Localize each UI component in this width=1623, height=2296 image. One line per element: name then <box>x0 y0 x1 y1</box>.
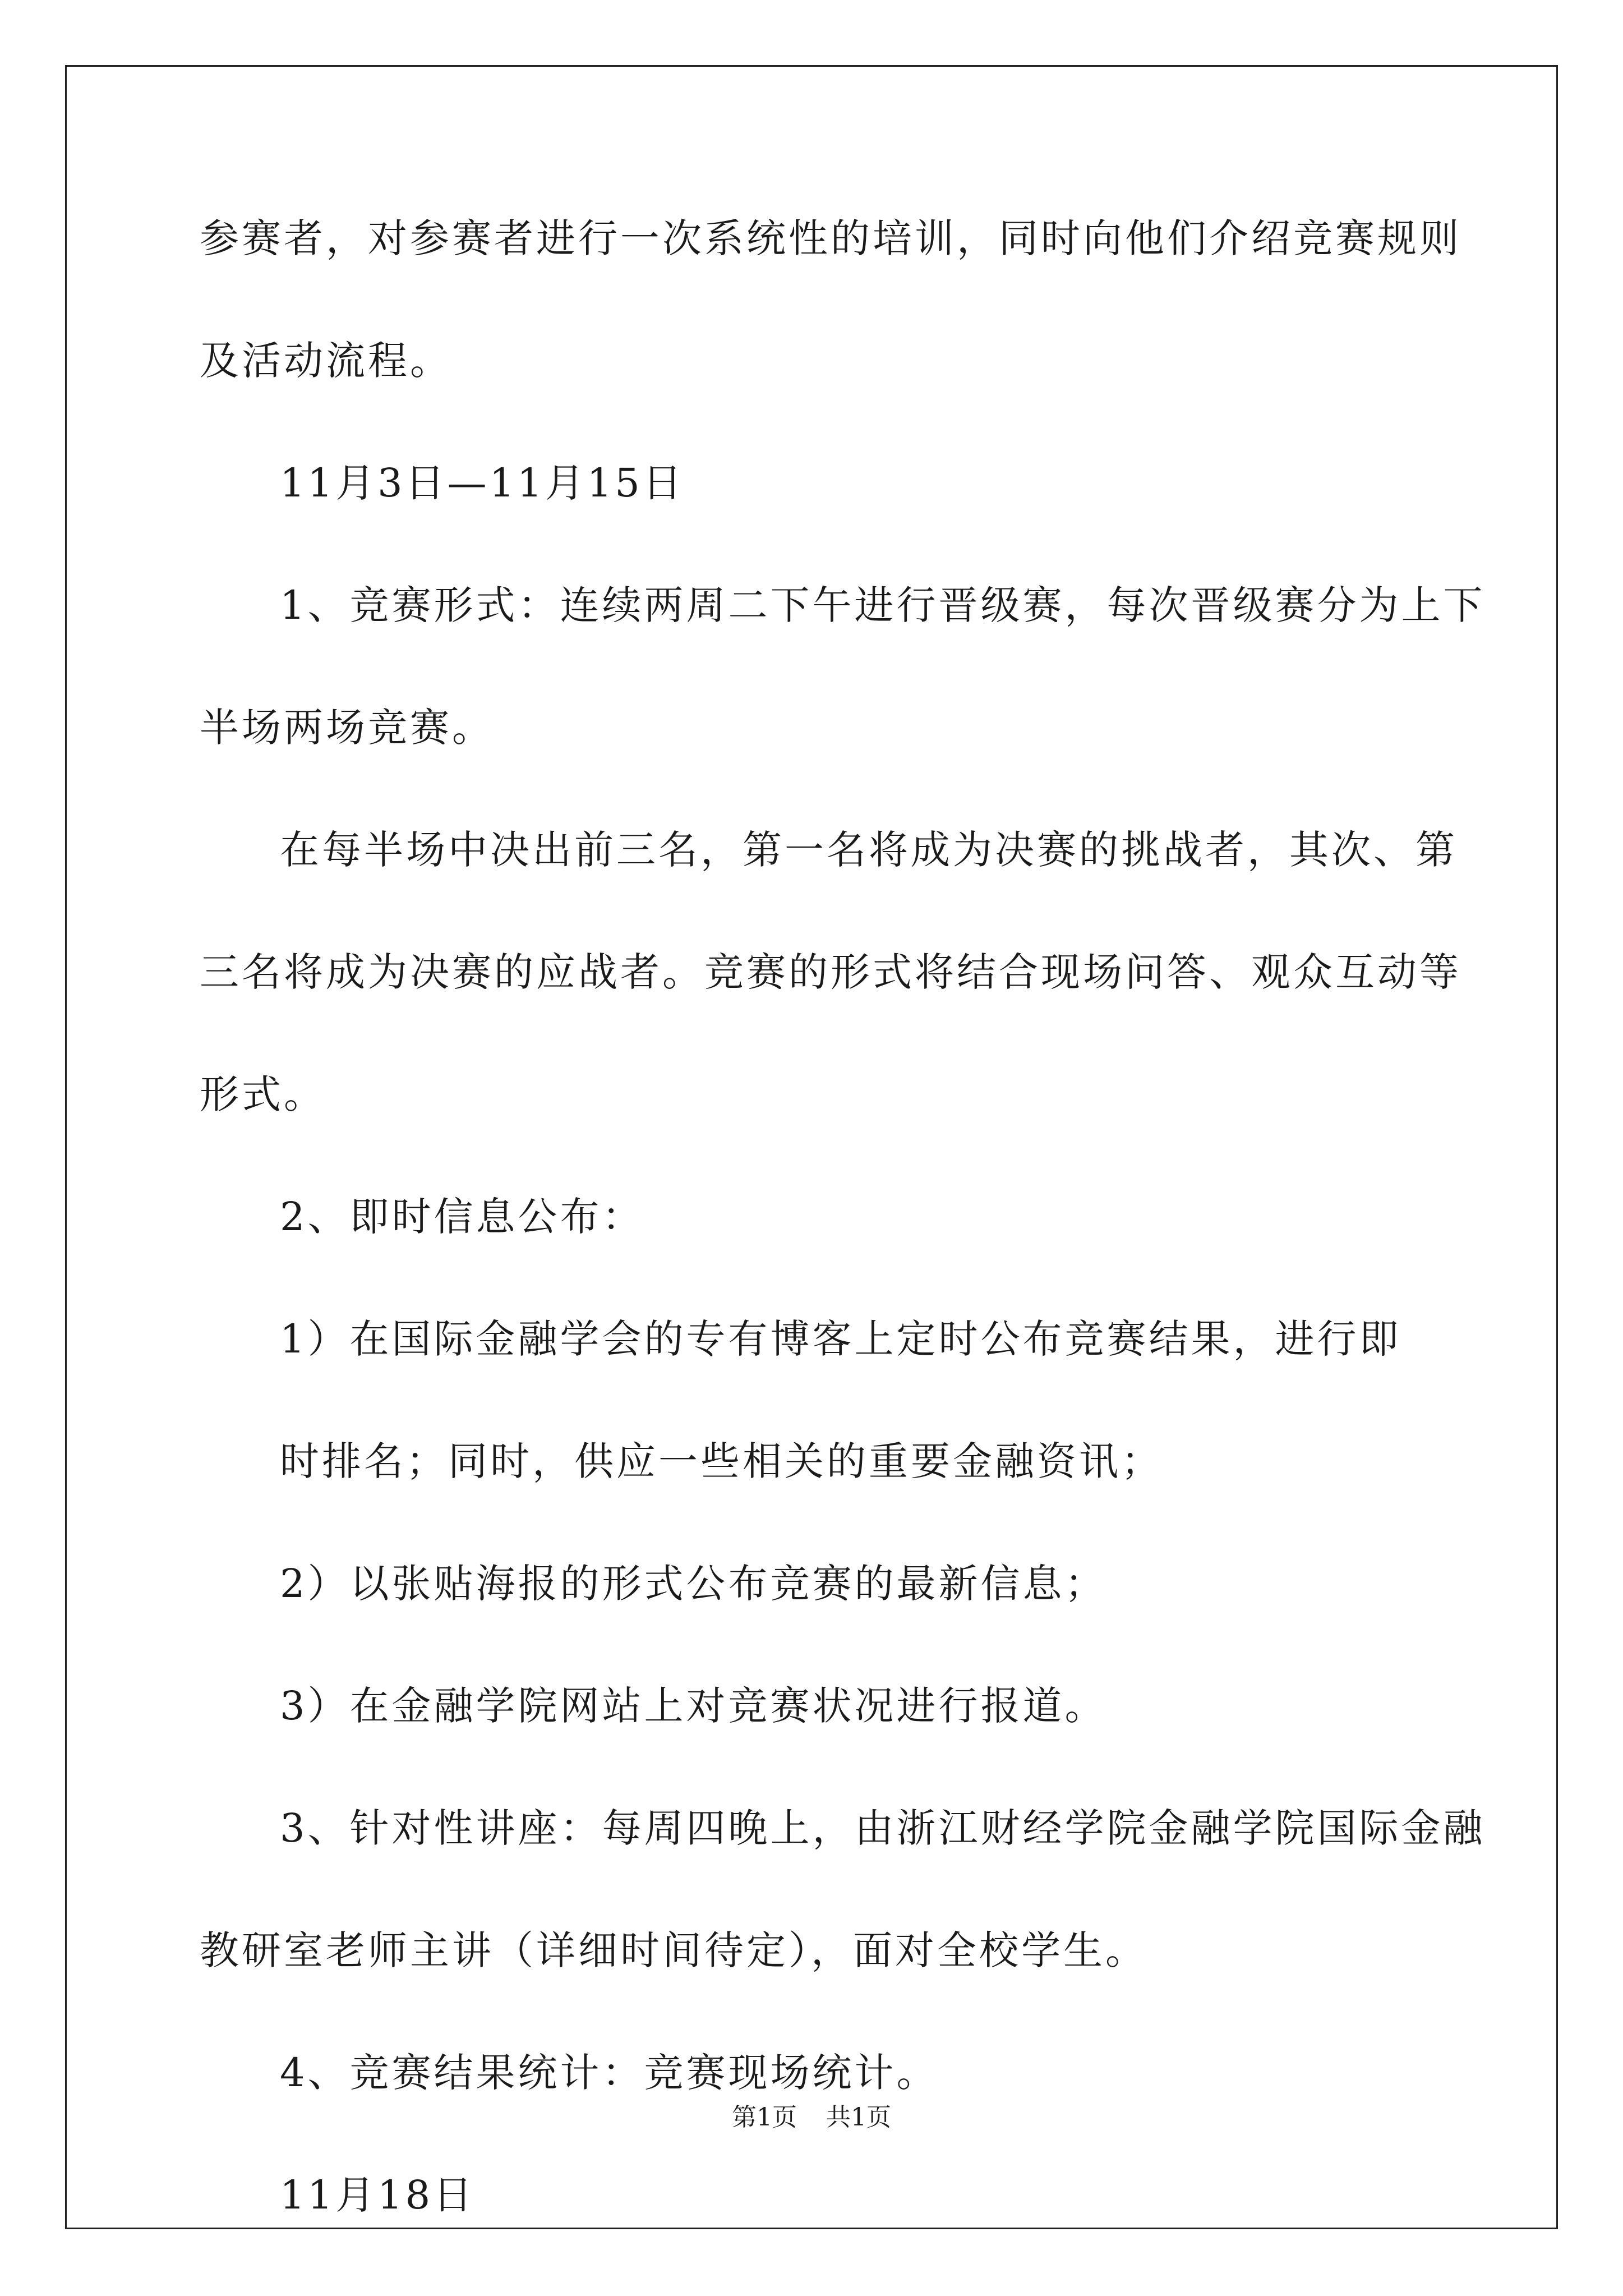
paragraph-line: 4、竞赛结果统计：竞赛现场统计。 <box>280 2050 939 2096</box>
document-body <box>200 213 1486 2292</box>
paragraph-line: 2、即时信息公布： <box>280 1194 644 1240</box>
paragraph-line: 时排名；同时，供应一些相关的重要金融资讯； <box>280 1438 1163 1484</box>
page-footer <box>0 2101 1623 2134</box>
paragraph-line: 形式。 <box>200 1071 326 1117</box>
paragraph-line: 1）在国际金融学会的专有博客上定时公布竞赛结果，进行即 <box>280 1316 1401 1362</box>
paragraph-line: 3）在金融学院网站上对竞赛状况进行报道。 <box>280 1683 1107 1729</box>
paragraph-line: 参赛者，对参赛者进行一次系统性的培训，同时向他们介绍竞赛规则 <box>200 215 1461 261</box>
date-heading: 11月3日—11月15日 <box>280 460 685 506</box>
page-number: 第1页 <box>732 2103 797 2132</box>
paragraph-line: 3、针对性讲座：每周四晚上，由浙江财经学院金融学院国际金融 <box>280 1805 1486 1851</box>
date-heading: 11月18日 <box>280 2172 476 2218</box>
paragraph-line: 及活动流程。 <box>200 338 452 384</box>
page-total: 共1页 <box>826 2103 891 2132</box>
paragraph-line: 半场两场竞赛。 <box>200 705 494 751</box>
paragraph-line: 三名将成为决赛的应战者。竞赛的形式将结合现场问答、观众互动等 <box>200 949 1461 995</box>
paragraph-line: 教研室老师主讲（详细时间待定），面对全校学生。 <box>200 1927 1147 1973</box>
paragraph-line: 1、竞赛形式：连续两周二下午进行晋级赛，每次晋级赛分为上下 <box>280 582 1486 628</box>
paragraph-line: 2）以张贴海报的形式公布竞赛的最新信息； <box>280 1561 1107 1607</box>
paragraph-line: 在每半场中决出前三名，第一名将成为决赛的挑战者，其次、第 <box>280 827 1458 873</box>
